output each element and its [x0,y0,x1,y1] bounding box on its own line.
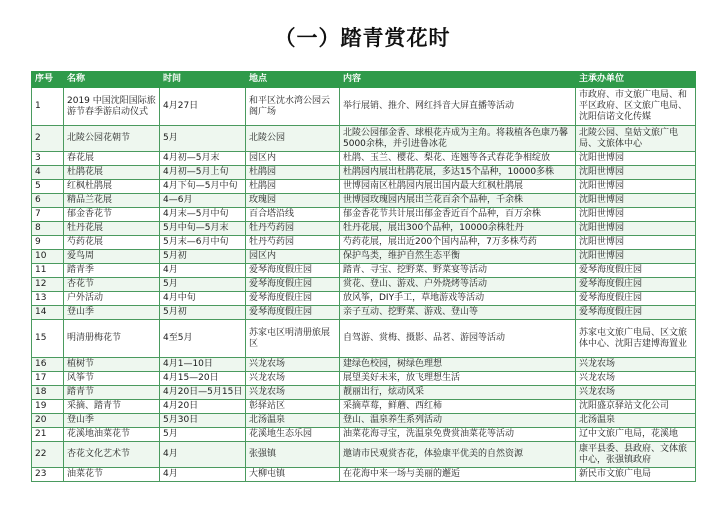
cell-organizer: 爱琴海度假庄园 [576,292,696,306]
cell-no: 2 [32,126,64,152]
cell-organizer: 爱琴海度假庄园 [576,306,696,320]
cell-location: 百合塔沿线 [246,208,340,222]
cell-time: 5月 [160,428,246,442]
cell-name: 风筝节 [64,372,160,386]
cell-organizer: 新民市文旅广电局 [576,468,696,482]
cell-organizer: 沈阳世博园 [576,166,696,180]
cell-location: 张强镇 [246,442,340,468]
cell-name: 红枫杜鹃展 [64,180,160,194]
cell-content: 世博园玫瑰园内展出兰花百余个品种，千余株 [340,194,576,208]
cell-location: 爱琴海度假庄园 [246,292,340,306]
cell-location: 和平区沈水湾公园云阁广场 [246,88,340,126]
cell-organizer: 沈阳世博园 [576,236,696,250]
header-content: 内容 [340,72,576,88]
cell-time: 4月1—10日 [160,358,246,372]
cell-time: 4—6月 [160,194,246,208]
table-row [32,208,696,222]
table-row [32,306,696,320]
table-row [32,386,696,400]
cell-location: 兴龙农场 [246,386,340,400]
cell-organizer: 沈阳世博园 [576,250,696,264]
table-body [32,88,696,482]
cell-content: 采摘草莓，鲜蘑、西红柿 [340,400,576,414]
cell-name: 踏青节 [64,386,160,400]
cell-location: 杜鹃园 [246,166,340,180]
cell-no: 12 [32,278,64,292]
cell-content: 杜鹃园内展出杜鹃花展，多达15个品种，10000多株 [340,166,576,180]
cell-no: 5 [32,180,64,194]
table-row [32,372,696,386]
table-row [32,358,696,372]
cell-time: 4月 [160,264,246,278]
cell-location: 爱琴海度假庄园 [246,278,340,292]
cell-time: 4月 [160,468,246,482]
cell-time: 4月20日—5月15日 [160,386,246,400]
cell-time: 5月 [160,126,246,152]
cell-location: 花溪地生态乐园 [246,428,340,442]
cell-name: 牡丹花展 [64,222,160,236]
table-row [32,442,696,468]
cell-no: 17 [32,372,64,386]
cell-time: 5月初 [160,306,246,320]
cell-organizer: 沈阳世博园 [576,180,696,194]
cell-content: 自驾游、赏梅、摄影、品茗、游园等活动 [340,320,576,358]
cell-name: 登山季 [64,306,160,320]
table-header-row [32,72,696,88]
cell-no: 19 [32,400,64,414]
cell-no: 3 [32,152,64,166]
cell-time: 4月末—5月中旬 [160,208,246,222]
cell-location: 彰驿站区 [246,400,340,414]
cell-name: 花溪地油菜花节 [64,428,160,442]
cell-organizer: 兴龙农场 [576,358,696,372]
cell-content: 北陵公园郁金香、球根花卉成为主角。将栽植各色康乃馨5000余株，并引进鲁冰花 [340,126,576,152]
cell-name: 登山季 [64,414,160,428]
cell-no: 7 [32,208,64,222]
table-row [32,320,696,358]
cell-time: 5月中旬—5月末 [160,222,246,236]
cell-location: 兴龙农场 [246,372,340,386]
cell-organizer: 沈阳盛京驿站文化公司 [576,400,696,414]
cell-organizer: 兴龙农场 [576,386,696,400]
cell-organizer: 沈阳世博园 [576,222,696,236]
cell-name: 植树节 [64,358,160,372]
cell-organizer: 康平县委、县政府、文体旅中心，张强镇政府 [576,442,696,468]
cell-organizer: 沈阳世博园 [576,194,696,208]
cell-content: 放风筝，DIY手工，草地游戏等活动 [340,292,576,306]
cell-location: 牡丹芍药园 [246,222,340,236]
cell-content: 举行展销、推介、网红抖音大屏直播等活动 [340,88,576,126]
table-row [32,264,696,278]
cell-time: 4月初—5月末 [160,152,246,166]
cell-content: 踏青、寻宝、挖野菜、野菜宴等活动 [340,264,576,278]
cell-location: 北陵公园 [246,126,340,152]
table-row [32,250,696,264]
cell-content: 芍药花展，展出近200个国内品种，7万多株芍药 [340,236,576,250]
table-row [32,468,696,482]
cell-organizer: 辽中文旅广电局，花溪地 [576,428,696,442]
cell-name: 2019 中国沈阳国际旅游节春季游启动仪式 [64,88,160,126]
cell-time: 4月中旬 [160,292,246,306]
cell-content: 世博园南区杜鹃园内展出国内最大红枫杜鹃展 [340,180,576,194]
cell-organizer: 兴龙农场 [576,372,696,386]
cell-no: 16 [32,358,64,372]
table-row [32,414,696,428]
cell-name: 明清册梅花节 [64,320,160,358]
cell-time: 4月 [160,442,246,468]
cell-organizer: 北汤温泉 [576,414,696,428]
cell-name: 爱鸟周 [64,250,160,264]
cell-content: 保护鸟类，维护自然生态平衡 [340,250,576,264]
cell-name: 精品兰花展 [64,194,160,208]
cell-name: 芍药花展 [64,236,160,250]
cell-content: 建绿色校园，树绿色理想 [340,358,576,372]
table-row [32,292,696,306]
cell-time: 4月20日 [160,400,246,414]
cell-organizer: 北陵公园、皇姑文旅广电局、文旅体中心 [576,126,696,152]
cell-organizer: 苏家屯文旅广电局、区文旅体中心、沈阳吉建博海置业 [576,320,696,358]
cell-location: 苏家屯区明清册旅展区 [246,320,340,358]
cell-content: 登山、温泉养生系列活动 [340,414,576,428]
cell-content: 邀请市民观赏杏花，体验康平优美的自然资源 [340,442,576,468]
cell-organizer: 沈阳世博园 [576,208,696,222]
cell-time: 4月初—5月上旬 [160,166,246,180]
table-row [32,222,696,236]
cell-time: 5月末—6月中旬 [160,236,246,250]
cell-name: 郁金香花节 [64,208,160,222]
cell-content: 在花海中来一场与美丽的邂逅 [340,468,576,482]
table-row [32,236,696,250]
table-row [32,278,696,292]
header-location: 地点 [246,72,340,88]
cell-location: 北汤温泉 [246,414,340,428]
table-row [32,180,696,194]
cell-content: 靓丽出行，炫动风采 [340,386,576,400]
cell-time: 4月下旬—5月中旬 [160,180,246,194]
cell-content: 郁金香花节共计展出郁金香近百个品种，百万余株 [340,208,576,222]
table-row [32,400,696,414]
cell-no: 9 [32,236,64,250]
cell-no: 13 [32,292,64,306]
cell-name: 杏花文化艺术节 [64,442,160,468]
cell-name: 杏花节 [64,278,160,292]
cell-location: 爱琴海度假庄园 [246,264,340,278]
cell-no: 23 [32,468,64,482]
header-organizer: 主承办单位 [576,72,696,88]
table-row [32,88,696,126]
table-row [32,126,696,152]
cell-no: 6 [32,194,64,208]
cell-no: 4 [32,166,64,180]
cell-time: 4至5月 [160,320,246,358]
cell-content: 牡丹花展，展出300个品种，10000余株牡丹 [340,222,576,236]
cell-location: 兴龙农场 [246,358,340,372]
cell-location: 杜鹃园 [246,180,340,194]
cell-no: 22 [32,442,64,468]
cell-content: 亲子互动、挖野菜、游戏、登山等 [340,306,576,320]
cell-time: 5月初 [160,250,246,264]
cell-name: 北陵公园花朝节 [64,126,160,152]
cell-name: 户外活动 [64,292,160,306]
cell-no: 10 [32,250,64,264]
cell-no: 1 [32,88,64,126]
table-row [32,194,696,208]
cell-location: 牡丹芍药园 [246,236,340,250]
cell-no: 15 [32,320,64,358]
cell-content: 油菜花海寻宝，洗温泉免费赏油菜花等活动 [340,428,576,442]
cell-no: 18 [32,386,64,400]
cell-no: 14 [32,306,64,320]
cell-location: 大柳屯镇 [246,468,340,482]
cell-time: 5月 [160,278,246,292]
cell-no: 21 [32,428,64,442]
cell-name: 油菜花节 [64,468,160,482]
page-title: （一）踏青赏花时 [274,26,451,50]
header-name: 名称 [64,72,160,88]
cell-no: 20 [32,414,64,428]
cell-name: 采摘、踏青节 [64,400,160,414]
table-row [32,428,696,442]
cell-location: 园区内 [246,250,340,264]
cell-no: 8 [32,222,64,236]
cell-content: 展望美好未来，放飞理想生活 [340,372,576,386]
cell-organizer: 沈阳世博园 [576,152,696,166]
cell-organizer: 爱琴海度假庄园 [576,264,696,278]
cell-location: 爱琴海度假庄园 [246,306,340,320]
cell-time: 4月15—20日 [160,372,246,386]
header-time: 时间 [160,72,246,88]
header-no: 序号 [32,72,64,88]
cell-content: 杜鹃、玉兰、樱花、梨花、连翘等各式春花争相绽放 [340,152,576,166]
cell-location: 玫瑰园 [246,194,340,208]
table-row [32,166,696,180]
events-table [31,71,696,482]
cell-organizer: 市政府、市文旅广电局、和平区政府、区文旅广电局、沈阳信诺文化传媒 [576,88,696,126]
cell-name: 踏青季 [64,264,160,278]
table-row [32,152,696,166]
cell-organizer: 爱琴海度假庄园 [576,278,696,292]
cell-time: 5月30日 [160,414,246,428]
cell-name: 杜鹃花展 [64,166,160,180]
cell-no: 11 [32,264,64,278]
cell-location: 园区内 [246,152,340,166]
cell-time: 4月27日 [160,88,246,126]
cell-content: 赏花、登山、游戏、户外烧烤等活动 [340,278,576,292]
cell-name: 春花展 [64,152,160,166]
